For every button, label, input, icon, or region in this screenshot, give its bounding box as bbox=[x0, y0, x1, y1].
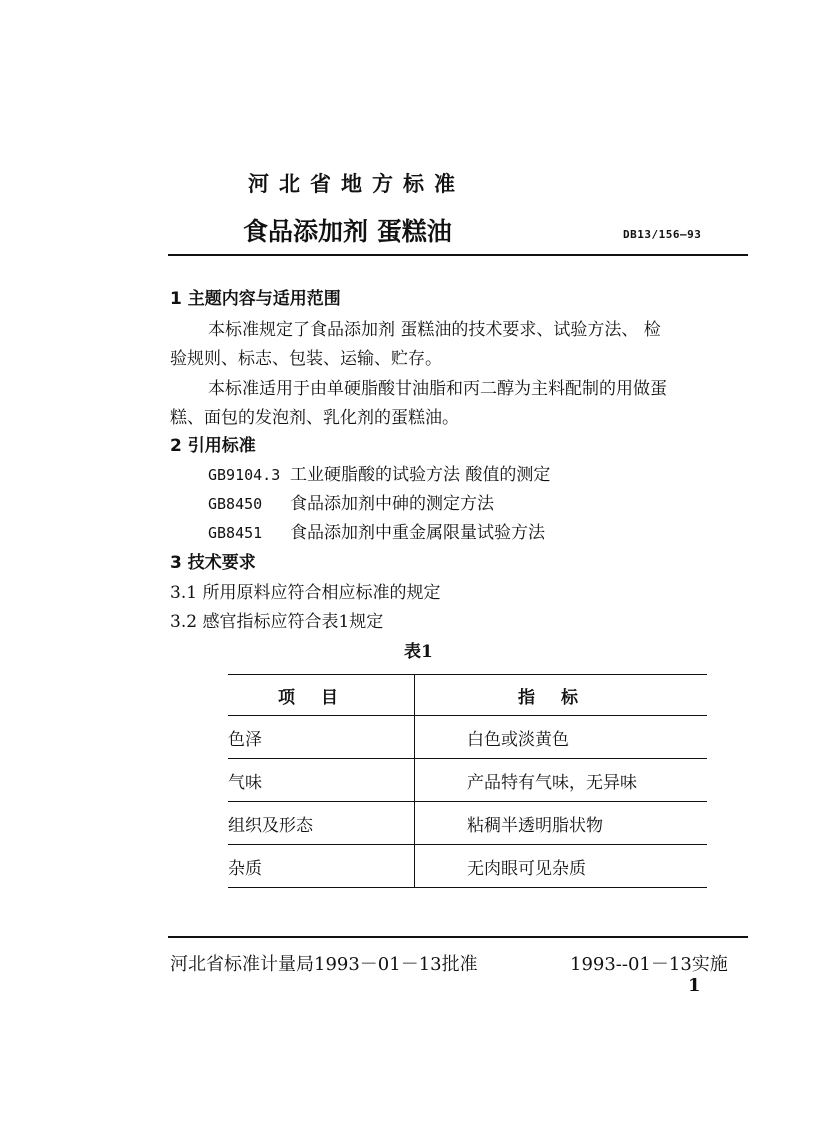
table-cell-value: 产品特有气味，无异味 bbox=[415, 759, 708, 802]
table-cell-value: 白色或淡黄色 bbox=[415, 716, 708, 759]
table-header-row bbox=[228, 675, 707, 716]
effective-text: 1993--01－13实施 bbox=[570, 954, 728, 975]
table-caption: 表1 bbox=[404, 642, 433, 662]
section-1-para-1-line-2: 验规则、标志、包装、运输、贮存。 bbox=[170, 349, 442, 369]
table-row bbox=[228, 802, 707, 845]
page-number: 1 bbox=[688, 975, 701, 996]
reference-item bbox=[208, 494, 494, 514]
column-header-item: 项目 bbox=[228, 675, 415, 716]
section-1-para-2-line-2: 糕、面包的发泡剂、乳化剂的蛋糕油。 bbox=[170, 408, 459, 428]
reference-item bbox=[208, 465, 550, 485]
approval-text: 河北省标准计量局1993－01－13批准 bbox=[170, 954, 478, 975]
table-cell-item: 色泽 bbox=[228, 716, 415, 759]
section-1-para-1-line-1: 本标准规定了食品添加剂 蛋糕油的技术要求、试验方法、 检 bbox=[208, 320, 661, 340]
column-header-index: 指标 bbox=[415, 675, 708, 716]
table-row bbox=[228, 759, 707, 802]
org-title: 河北省地方标准 bbox=[248, 172, 465, 196]
doc-code: DB13/156—93 bbox=[623, 228, 702, 241]
section-1-para-2-line-1: 本标准适用于由单硬脂酸甘油脂和丙二醇为主料配制的用做蛋 bbox=[208, 379, 667, 399]
section-3-heading: 3 技术要求 bbox=[170, 553, 256, 573]
sensory-index-table bbox=[228, 674, 707, 888]
table-cell-value: 粘稠半透明脂状物 bbox=[415, 802, 708, 845]
item-3-1: 3.1 所用原料应符合相应标准的规定 bbox=[170, 583, 441, 603]
reference-title: 食品添加剂中重金属限量试验方法 bbox=[290, 523, 545, 543]
section-2-heading: 2 引用标准 bbox=[170, 436, 256, 456]
reference-code: GB8451 bbox=[208, 524, 263, 542]
reference-title: 工业硬脂酸的试验方法 酸值的测定 bbox=[290, 465, 551, 485]
table-row bbox=[228, 845, 707, 888]
reference-title: 食品添加剂中砷的测定方法 bbox=[290, 494, 494, 514]
section-1-heading: 1 主题内容与适用范围 bbox=[170, 289, 341, 309]
table-cell-item: 气味 bbox=[228, 759, 415, 802]
reference-code: GB9104.3 bbox=[208, 466, 281, 484]
doc-title: 食品添加剂 蛋糕油 bbox=[243, 217, 452, 246]
footer-rule bbox=[168, 936, 748, 938]
reference-item bbox=[208, 523, 545, 543]
table-row bbox=[228, 716, 707, 759]
table-cell-item: 杂质 bbox=[228, 845, 415, 888]
item-3-2: 3.2 感官指标应符合表1规定 bbox=[170, 612, 384, 632]
header-rule bbox=[168, 254, 748, 256]
reference-code: GB8450 bbox=[208, 495, 263, 513]
table-cell-item: 组织及形态 bbox=[228, 802, 415, 845]
table-cell-value: 无肉眼可见杂质 bbox=[415, 845, 708, 888]
